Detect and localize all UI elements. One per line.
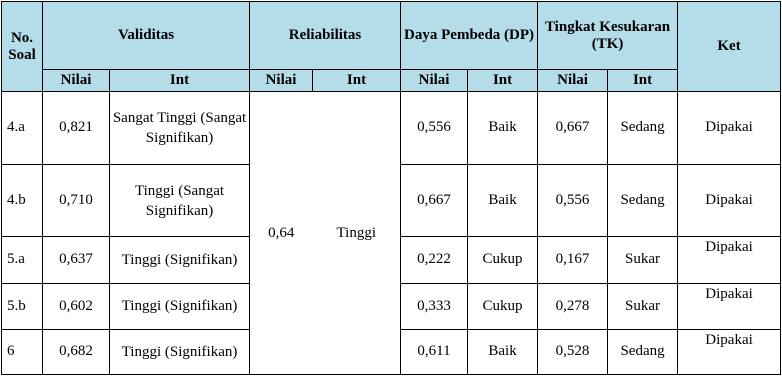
cell-tk-nilai: 0,667	[538, 92, 608, 165]
cell-ket: Dipakai	[678, 329, 781, 374]
cell-ket: Dipakai	[678, 164, 781, 237]
cell-ket: Dipakai	[678, 237, 781, 283]
cell-dp-nilai: 0,222	[401, 237, 468, 283]
cell-dp-nilai: 0,556	[401, 92, 468, 165]
subheader-dp-int: Int	[468, 70, 538, 92]
cell-dp-int: Baik	[468, 92, 538, 165]
cell-validitas-nilai: 0,682	[43, 329, 110, 374]
subheader-reliabilitas-int: Int	[313, 70, 401, 92]
header-ket: Ket	[678, 2, 781, 92]
cell-dp-nilai: 0,611	[401, 329, 468, 374]
cell-tk-int: Sukar	[608, 237, 678, 283]
cell-no-soal: 5.b	[2, 283, 43, 329]
cell-dp-nilai: 0,667	[401, 164, 468, 237]
header-row	[2, 2, 781, 70]
cell-validitas-nilai: 0,637	[43, 237, 110, 283]
cell-no-soal: 4.a	[2, 92, 43, 165]
cell-validitas-int: Tinggi (Signifikan)	[110, 283, 250, 329]
cell-ket: Dipakai	[678, 92, 781, 165]
cell-reliabilitas-nilai: 0,64	[250, 92, 313, 375]
cell-dp-int: Cukup	[468, 283, 538, 329]
analysis-table	[1, 1, 781, 375]
subheader-reliabilitas-nilai: Nilai	[250, 70, 313, 92]
cell-tk-int: Sedang	[608, 92, 678, 165]
cell-dp-nilai: 0,333	[401, 283, 468, 329]
cell-validitas-nilai: 0,602	[43, 283, 110, 329]
cell-tk-int: Sedang	[608, 329, 678, 374]
cell-validitas-int: Tinggi (Signifikan)	[110, 329, 250, 374]
subheader-tk-int: Int	[608, 70, 678, 92]
header-tingkat-kesukaran: Tingkat Kesukaran (TK)	[538, 2, 678, 70]
cell-no-soal: 5.a	[2, 237, 43, 283]
cell-tk-int: Sedang	[608, 164, 678, 237]
cell-no-soal: 4.b	[2, 164, 43, 237]
subheader-row	[2, 70, 781, 92]
cell-validitas-int: Tinggi (Sangat Signifikan)	[110, 164, 250, 237]
cell-tk-nilai: 0,556	[538, 164, 608, 237]
cell-validitas-int: Tinggi (Signifikan)	[110, 237, 250, 283]
subheader-tk-nilai: Nilai	[538, 70, 608, 92]
subheader-dp-nilai: Nilai	[401, 70, 468, 92]
subheader-validitas-int: Int	[110, 70, 250, 92]
cell-validitas-nilai: 0,821	[43, 92, 110, 165]
cell-tk-nilai: 0,278	[538, 283, 608, 329]
cell-tk-int: Sukar	[608, 283, 678, 329]
header-no-soal: No. Soal	[2, 2, 43, 92]
cell-dp-int: Baik	[468, 164, 538, 237]
cell-validitas-nilai: 0,710	[43, 164, 110, 237]
cell-tk-nilai: 0,167	[538, 237, 608, 283]
cell-ket: Dipakai	[678, 283, 781, 329]
table-row	[2, 92, 781, 165]
header-daya-pembeda: Daya Pembeda (DP)	[401, 2, 538, 70]
header-validitas: Validitas	[43, 2, 250, 70]
cell-dp-int: Baik	[468, 329, 538, 374]
header-reliabilitas: Reliabilitas	[250, 2, 401, 70]
cell-dp-int: Cukup	[468, 237, 538, 283]
cell-validitas-int: Sangat Tinggi (Sangat Signifikan)	[110, 92, 250, 165]
cell-no-soal: 6	[2, 329, 43, 374]
cell-tk-nilai: 0,528	[538, 329, 608, 374]
subheader-validitas-nilai: Nilai	[43, 70, 110, 92]
cell-reliabilitas-int: Tinggi	[313, 92, 401, 375]
